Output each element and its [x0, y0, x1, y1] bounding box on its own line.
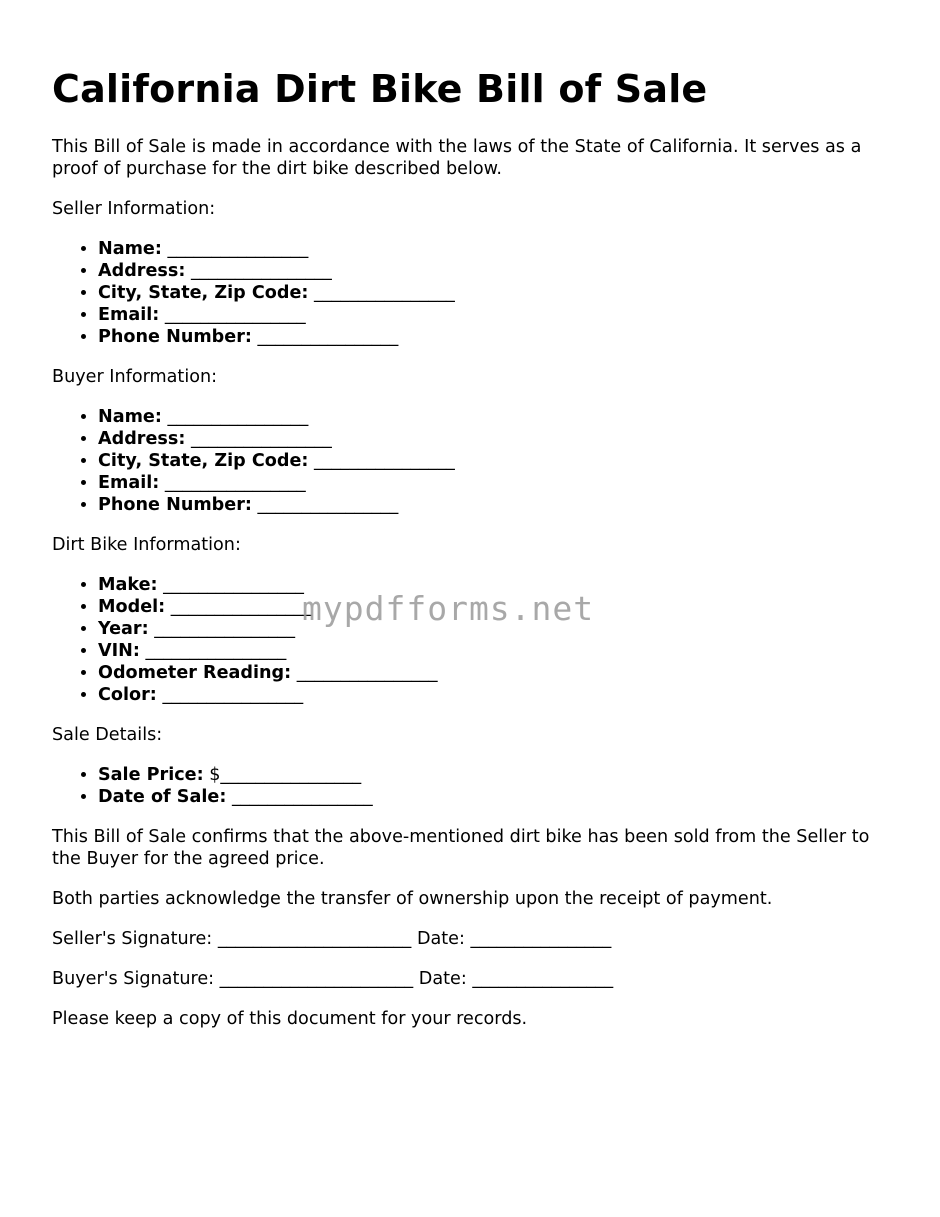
buyer-signature-line: Buyer's Signature: ______________________ Date: ________________	[52, 969, 614, 989]
field-blank: ________________	[164, 473, 306, 493]
field-label: Date of Sale:	[98, 787, 227, 807]
field-label: Make:	[98, 575, 158, 595]
document-title: California Dirt Bike Bill of Sale	[52, 67, 708, 111]
field-label: Odometer Reading:	[98, 663, 292, 683]
field-label: City, State, Zip Code:	[98, 283, 309, 303]
field-label: VIN:	[98, 641, 140, 661]
field-blank: ________________	[314, 283, 455, 303]
field-blank: ________________	[145, 641, 287, 661]
field-label: Phone Number:	[98, 495, 252, 515]
field-blank: ________________	[257, 495, 399, 515]
bike-color-item	[98, 684, 892, 706]
field-label: Email:	[98, 305, 160, 325]
field-label: Sale Price:	[98, 765, 204, 785]
field-label: Address:	[98, 261, 186, 281]
field-blank: ________________	[163, 575, 304, 595]
field-label: City, State, Zip Code:	[98, 451, 309, 471]
closing-note: Please keep a copy of this document for your records.	[52, 1009, 528, 1029]
seller-signature-line: Seller's Signature: ______________________ Date: ________________	[52, 929, 612, 949]
field-blank: ________________	[191, 261, 332, 281]
field-blank: ________________	[257, 327, 399, 347]
field-blank: ________________	[231, 787, 373, 807]
buyer-email-item	[98, 472, 892, 494]
field-label: Color:	[98, 685, 157, 705]
seller-field-list	[52, 238, 892, 348]
seller-address-item	[98, 260, 892, 282]
field-blank: ________________	[296, 663, 438, 683]
intro-paragraph: This Bill of Sale is made in accordance with the laws of the State of California. It serves as a proof of purchase for the dirt bike described below.	[52, 137, 862, 179]
buyer-name-item	[98, 406, 892, 428]
bike-section-heading: Dirt Bike Information:	[52, 535, 241, 555]
bike-vin-item	[98, 640, 892, 662]
seller-phone-item	[98, 326, 892, 348]
seller-city-state-zip-item	[98, 282, 892, 304]
field-label: Model:	[98, 597, 166, 617]
field-blank: ________________	[164, 305, 306, 325]
field-blank: $________________	[209, 765, 362, 785]
field-label: Address:	[98, 429, 186, 449]
seller-section-heading: Seller Information:	[52, 199, 216, 219]
field-blank: ________________	[170, 597, 312, 617]
field-label: Phone Number:	[98, 327, 252, 347]
field-label: Name:	[98, 239, 162, 259]
buyer-section-heading: Buyer Information:	[52, 367, 218, 387]
document-page	[52, 0, 892, 1030]
buyer-city-state-zip-item	[98, 450, 892, 472]
field-label: Email:	[98, 473, 160, 493]
sale-date-item	[98, 786, 892, 808]
field-blank: ________________	[154, 619, 295, 639]
bike-odometer-item	[98, 662, 892, 684]
field-blank: ________________	[314, 451, 455, 471]
watermark-text: mypdfforms.net	[302, 589, 595, 628]
field-blank: ________________	[191, 429, 332, 449]
sale-field-list	[52, 764, 892, 808]
seller-email-item	[98, 304, 892, 326]
sale-price-item	[98, 764, 892, 786]
field-blank: ________________	[162, 685, 304, 705]
sale-section-heading: Sale Details:	[52, 725, 163, 745]
confirmation-paragraph: This Bill of Sale confirms that the above-mentioned dirt bike has been sold from the Seller to the Buyer for the agreed price.	[52, 827, 870, 869]
buyer-address-item	[98, 428, 892, 450]
buyer-phone-item	[98, 494, 892, 516]
field-blank: ________________	[167, 239, 309, 259]
acknowledgement-paragraph: Both parties acknowledge the transfer of ownership upon the receipt of payment.	[52, 889, 773, 909]
field-label: Year:	[98, 619, 149, 639]
field-label: Name:	[98, 407, 162, 427]
field-blank: ________________	[167, 407, 309, 427]
buyer-field-list	[52, 406, 892, 516]
seller-name-item	[98, 238, 892, 260]
